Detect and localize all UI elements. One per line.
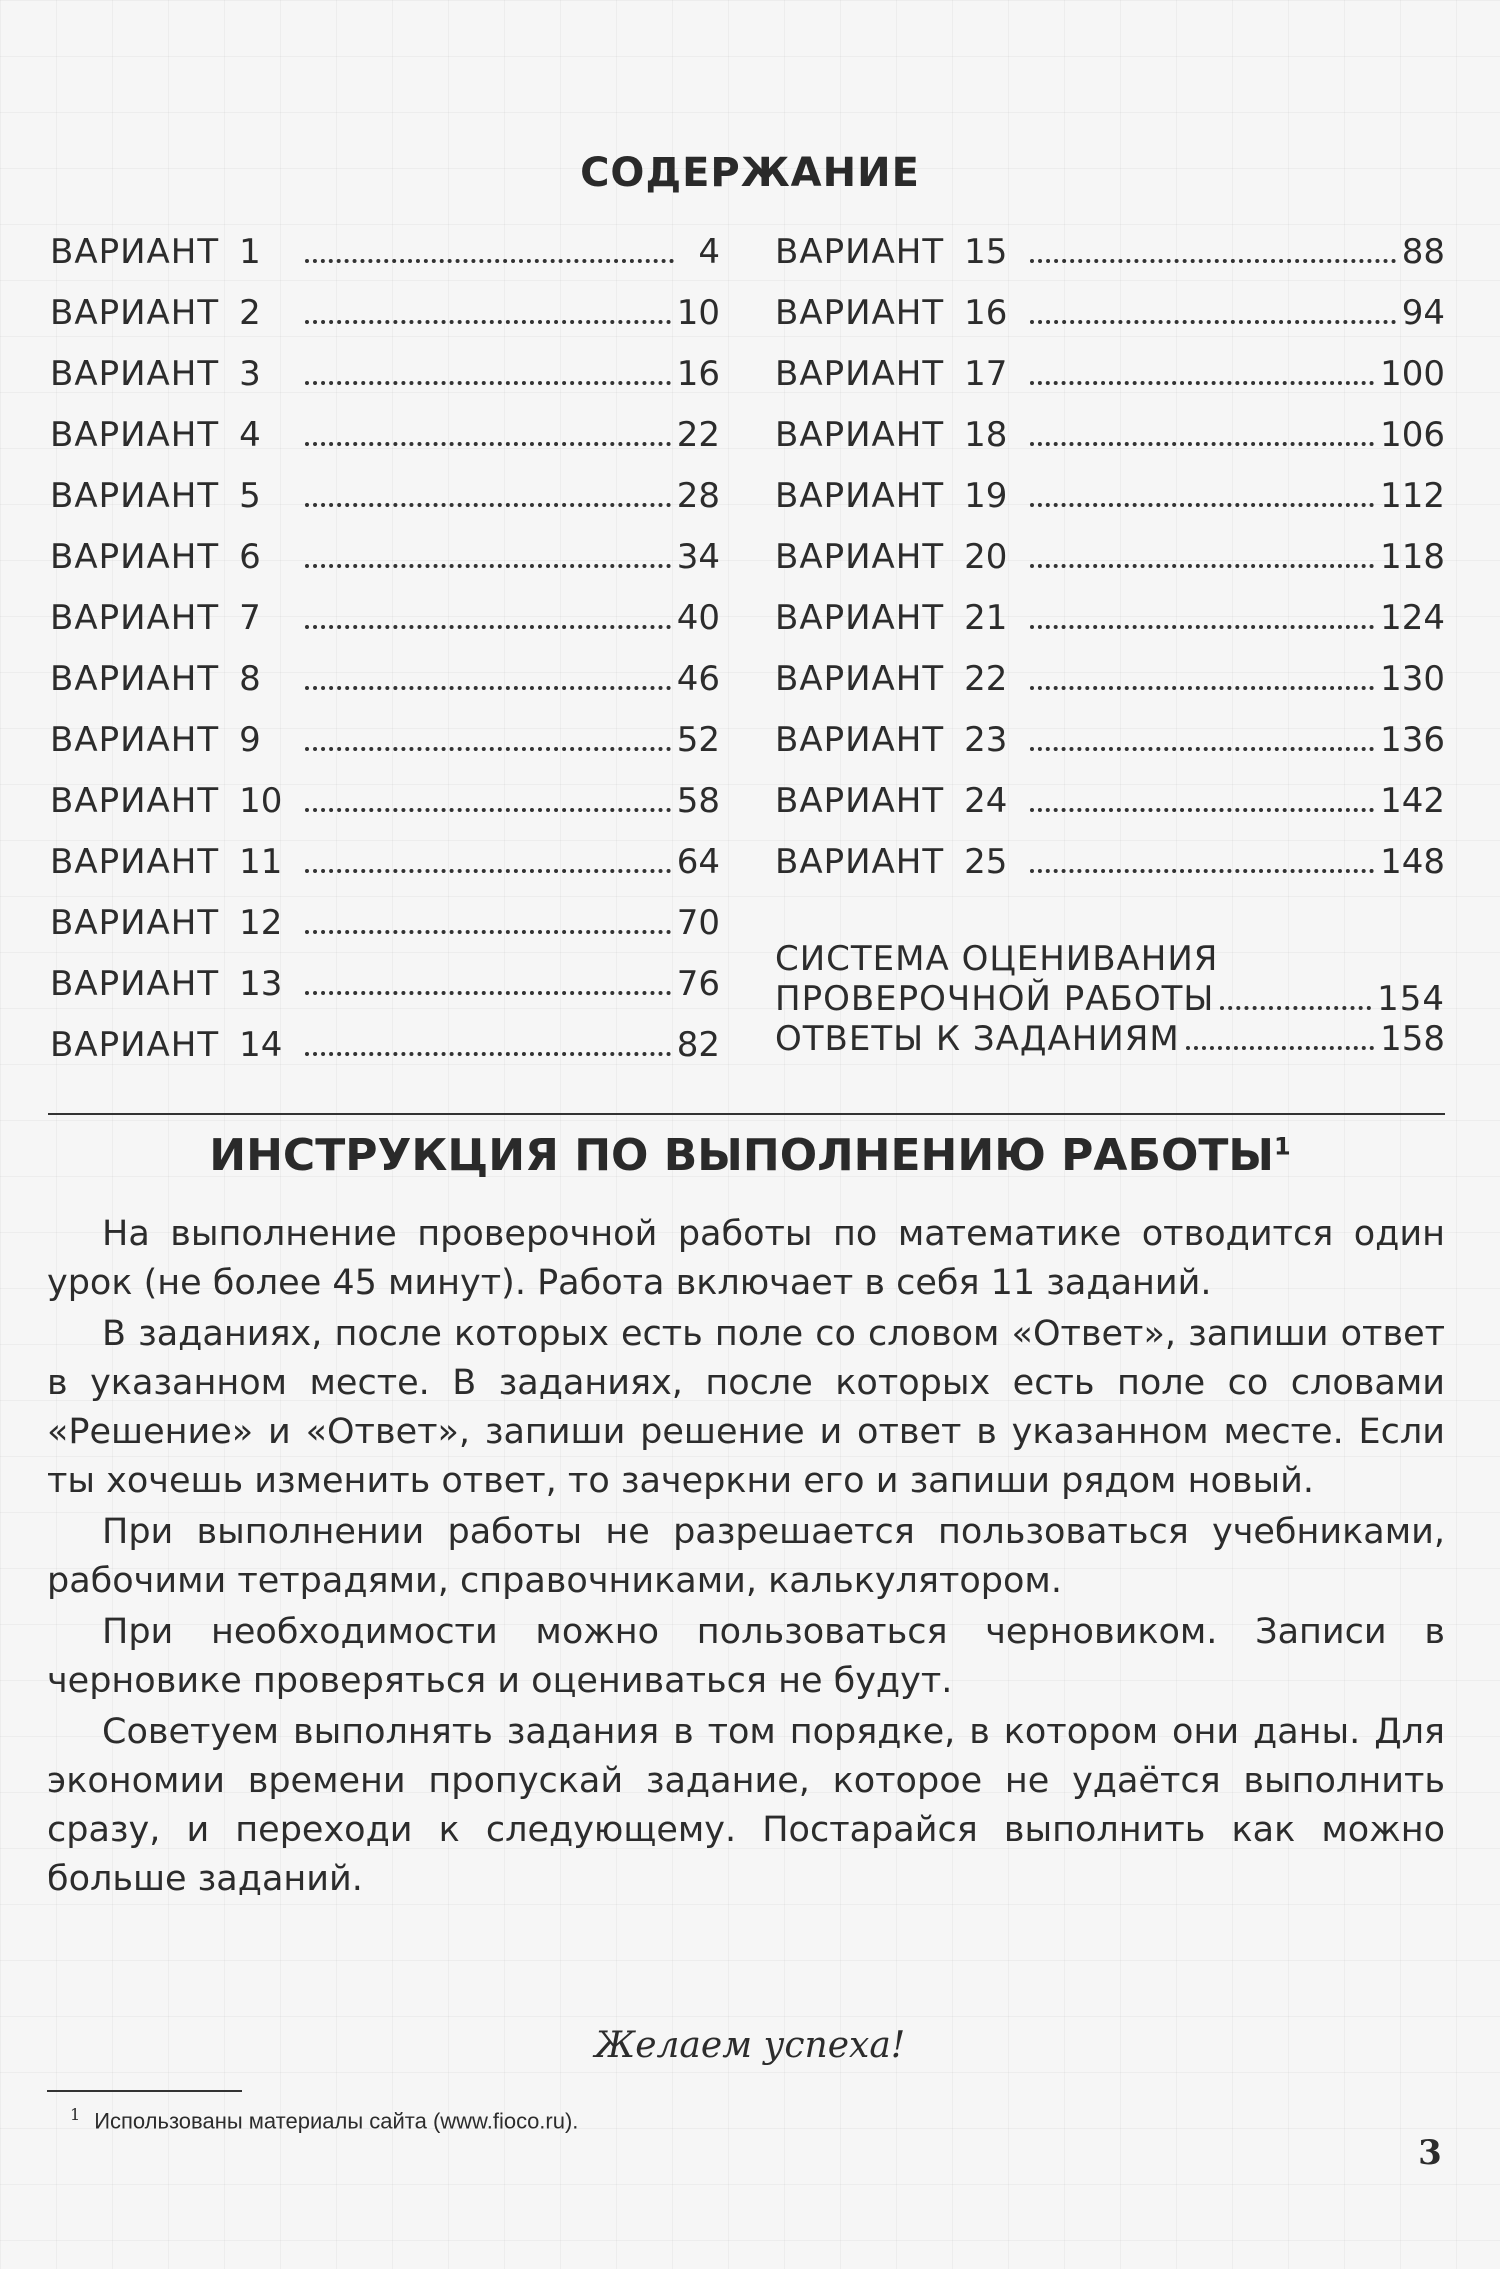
footnote-ref: 1 — [1274, 1132, 1291, 1161]
toc-row: ВАРИАНТ 6 34 — [50, 537, 720, 577]
dot-leader — [305, 442, 671, 446]
toc-row: ВАРИАНТ 22 130 — [775, 659, 1445, 699]
instruction-paragraph: Советуем выполнять задания в том порядке, в котором они даны. Для экономии времени пропускай задание, которое не удаётся выполнить сразу, и переходи к следующему. Постарайся выполнить как можно больше заданий. — [47, 1712, 1445, 1899]
toc-row: ВАРИАНТ 19 112 — [775, 476, 1445, 516]
toc-row: ВАРИАНТ 17 100 — [775, 354, 1445, 394]
toc-left-column — [50, 232, 720, 1086]
dot-leader — [1030, 625, 1374, 629]
toc-row: ВАРИАНТ 9 52 — [50, 720, 720, 760]
instruction-paragraph: При необходимости можно пользоваться черновиком. Записи в черновике проверяться и оцениваться не будут. — [47, 1612, 1445, 1701]
toc-row: ВАРИАНТ 4 22 — [50, 415, 720, 455]
footnote: $^1$ Использованы материалы сайта (www.fioco.ru). — [70, 2105, 579, 2134]
toc-row: ВАРИАНТ 14 82 — [50, 1025, 720, 1065]
instruction-paragraph: На выполнение проверочной работы по математике отводится один урок (не более 45 минут). Работа включает в себя 11 заданий. — [47, 1214, 1445, 1303]
toc-row: ВАРИАНТ 20 118 — [775, 537, 1445, 577]
dot-leader — [1030, 259, 1396, 263]
dot-leader — [1030, 808, 1374, 812]
toc-row: ВАРИАНТ 21 124 — [775, 598, 1445, 638]
good-luck-wish: Желаем успеха! — [594, 2025, 906, 2066]
dot-leader — [1030, 869, 1374, 873]
dot-leader — [305, 381, 671, 385]
toc-row-grading-system: СИСТЕМА ОЦЕНИВАНИЯ ПРОВЕРОЧНОЙ РАБОТЫ 154 — [775, 939, 1445, 1019]
section-divider — [48, 1113, 1445, 1115]
instruction-paragraph: При выполнении работы не разрешается пользоваться учебниками, рабочими тетрадями, справочниками, калькулятором. — [47, 1512, 1445, 1601]
toc-row: ВАРИАНТ 2 10 — [50, 293, 720, 333]
dot-leader — [305, 503, 671, 507]
dot-leader — [1030, 747, 1374, 751]
dot-leader — [305, 320, 671, 324]
footnote-divider — [47, 2090, 242, 2092]
toc-row: ВАРИАНТ 5 28 — [50, 476, 720, 516]
dot-leader — [305, 991, 671, 995]
toc-row: ВАРИАНТ 15 88 — [775, 232, 1445, 272]
toc-row: ВАРИАНТ 16 94 — [775, 293, 1445, 333]
toc-row: ВАРИАНТ 11 64 — [50, 842, 720, 882]
toc-row: ВАРИАНТ 12 70 — [50, 903, 720, 943]
toc-row: ВАРИАНТ 24 142 — [775, 781, 1445, 821]
dot-leader — [305, 869, 671, 873]
instructions-title: ИНСТРУКЦИЯ ПО ВЫПОЛНЕНИЮ РАБОТЫ$^1$ — [209, 1130, 1291, 1181]
instruction-paragraph: В заданиях, после которых есть поле со словом «Ответ», запиши ответ в указанном месте. В заданиях, после которых есть поле со словами «Решение» и «Ответ», запиши решение и ответ в указанном месте. Если ты хочешь изменить ответ, то зачеркни его и запиши рядом новый. — [47, 1314, 1445, 1501]
page-number: 3 — [1418, 2133, 1442, 2173]
toc-row: ВАРИАНТ 23 136 — [775, 720, 1445, 760]
dot-leader — [305, 808, 671, 812]
toc-row: ВАРИАНТ 8 46 — [50, 659, 720, 699]
dot-leader — [305, 747, 671, 751]
dot-leader — [305, 259, 674, 263]
toc-row: ВАРИАНТ 10 58 — [50, 781, 720, 821]
dot-leader — [1220, 1006, 1371, 1010]
dot-leader — [1186, 1046, 1374, 1050]
toc-row: ВАРИАНТ 13 76 — [50, 964, 720, 1004]
toc-row-answers: ОТВЕТЫ К ЗАДАНИЯМ 158 — [775, 1019, 1445, 1059]
toc-row: ВАРИАНТ 1 4 — [50, 232, 720, 272]
dot-leader — [1030, 686, 1374, 690]
toc-row: ВАРИАНТ 25 148 — [775, 842, 1445, 882]
dot-leader — [305, 625, 671, 629]
toc-row: ВАРИАНТ 7 40 — [50, 598, 720, 638]
dot-leader — [1030, 381, 1374, 385]
toc-row: ВАРИАНТ 3 16 — [50, 354, 720, 394]
toc-title: СОДЕРЖАНИЕ — [580, 150, 920, 196]
dot-leader — [1030, 442, 1374, 446]
dot-leader — [1030, 320, 1396, 324]
dot-leader — [305, 930, 671, 934]
dot-leader — [305, 564, 671, 568]
toc-row: ВАРИАНТ 18 106 — [775, 415, 1445, 455]
instructions-body — [47, 1210, 1445, 1906]
dot-leader — [1030, 564, 1374, 568]
toc-right-column — [775, 232, 1445, 1080]
dot-leader — [1030, 503, 1374, 507]
dot-leader — [305, 686, 671, 690]
dot-leader — [305, 1052, 671, 1056]
